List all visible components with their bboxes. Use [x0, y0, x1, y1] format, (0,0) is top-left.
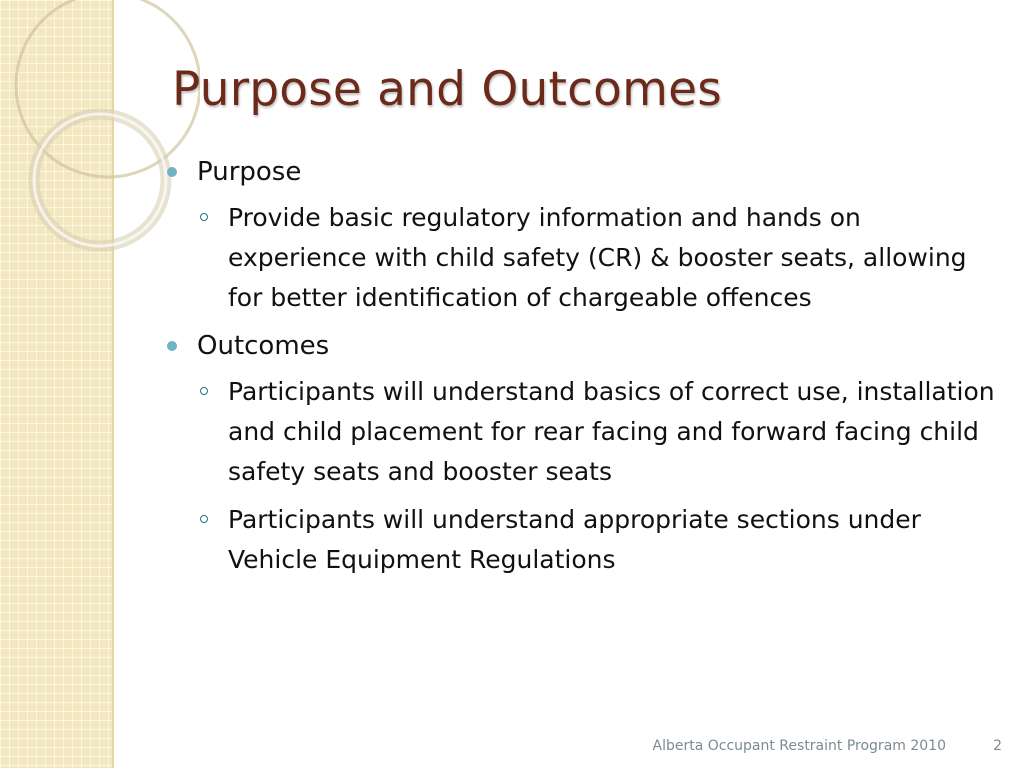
bullet-outcomes: [165, 326, 1005, 366]
ring-medium-inner: [34, 114, 166, 246]
sub-bullet-outcomes-1-text: Participants will understand basics of correct use, installation and child placement for rear facing and forward facing child safety seats and booster seats: [228, 377, 995, 486]
sub-bullet-outcomes-2-text: Participants will understand appropriate sections under Vehicle Equipment Regulations: [228, 505, 921, 574]
bullet-dot-icon: [167, 167, 177, 177]
sub-bullet-outcomes-2: [165, 500, 1005, 580]
sub-bullet-purpose-1-text: Provide basic regulatory information and hands on experience with child safety (CR) & booster seats, allowing for better identification of chargeable offences: [228, 203, 967, 312]
bullet-ring-icon: [200, 387, 208, 395]
bullet-purpose: [165, 152, 1005, 192]
slide-title: Purpose and Outcomes: [172, 62, 722, 117]
bullet-ring-icon: [200, 213, 208, 221]
bullet-purpose-text: Purpose: [197, 157, 302, 187]
slide-number: 2: [993, 738, 1002, 754]
sub-bullet-purpose-1: [165, 198, 1005, 318]
bullet-dot-icon: [167, 341, 177, 351]
bullet-ring-icon: [200, 515, 208, 523]
bullet-outcomes-text: Outcomes: [197, 331, 330, 361]
sub-bullet-outcomes-1: [165, 372, 1005, 492]
footer-text: Alberta Occupant Restraint Program 2010: [652, 738, 946, 754]
slide-content: [165, 152, 1005, 588]
